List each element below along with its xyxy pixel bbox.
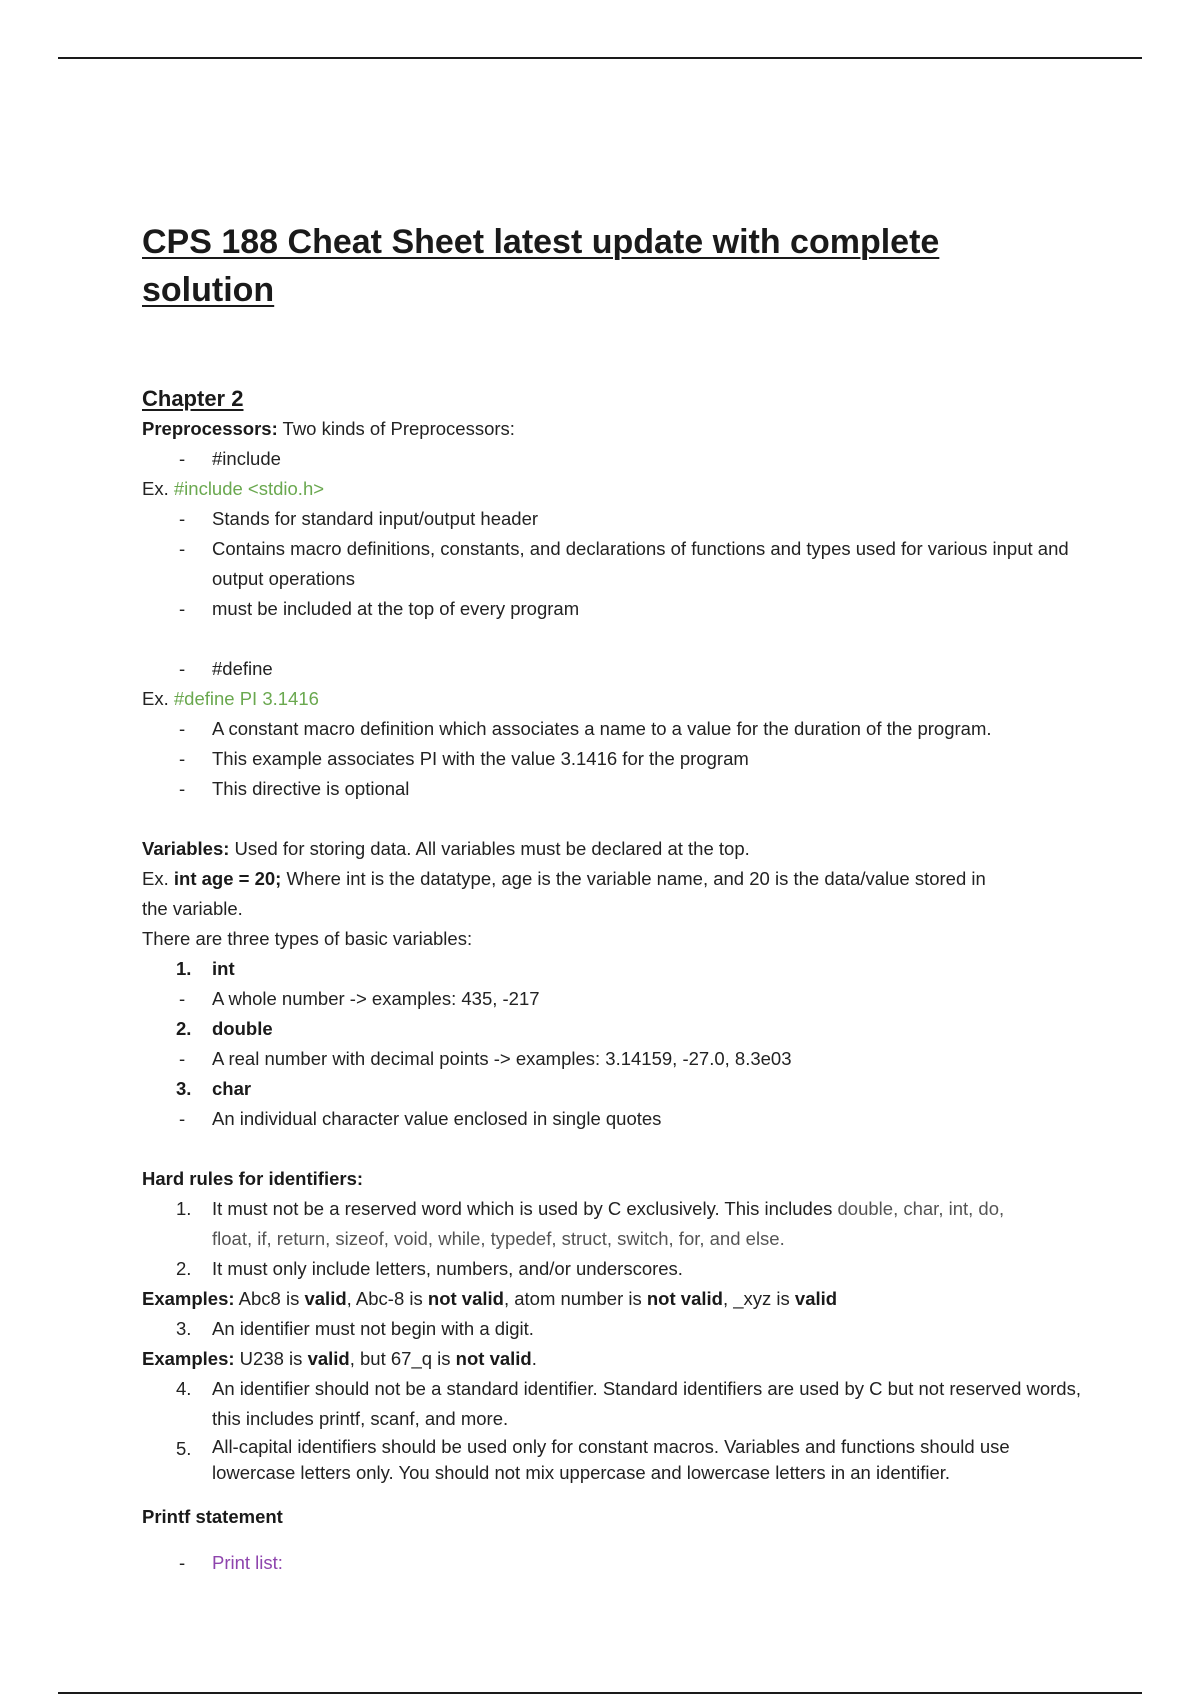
define-bullet-2: This example associates PI with the value 3.1416 for the program (212, 748, 749, 769)
variables-label: Variables: (142, 838, 230, 859)
dash-marker: - (179, 538, 186, 559)
dash-marker: - (179, 718, 186, 739)
dash-marker: - (179, 748, 186, 769)
variables-example (142, 864, 1082, 894)
variable-type-item (142, 1074, 1082, 1104)
rule-5-text: All-capital identifiers should be used only for constant macros. Variables and functions should use lowercase letters only. You should not mix uppercase and lowercase letters in an identifier. (212, 1436, 1010, 1483)
list-item (142, 714, 1082, 744)
list-item (142, 534, 1082, 594)
rule-number: 3. (176, 1318, 192, 1339)
rule-3-text: An identifier must not begin with a digit. (212, 1318, 534, 1339)
variables-example-text: Where int is the datatype, age is the variable name, and 20 is the data/value stored in (281, 868, 986, 889)
dash-marker: - (179, 1048, 186, 1069)
valid-label: valid (304, 1288, 347, 1309)
variable-type-item (142, 954, 1082, 984)
chapter-label: Chapter 2 (142, 386, 244, 411)
rule-number: 5. (176, 1438, 192, 1459)
define-item: #define (212, 658, 273, 679)
list-item (142, 1044, 1082, 1074)
not-valid-label: not valid (455, 1348, 532, 1369)
title-line-1: CPS 188 Cheat Sheet latest update with complete (142, 223, 940, 261)
list-item (142, 984, 1082, 1014)
variables-intro (142, 834, 1082, 864)
type-number: 2. (176, 1018, 192, 1039)
type-number: 3. (176, 1078, 192, 1099)
rule-2-text: It must only include letters, numbers, and/or underscores. (212, 1258, 683, 1279)
variables-example-text-2: the variable. (142, 898, 243, 919)
list-item (142, 654, 1082, 684)
bottom-rule (58, 1692, 1142, 1694)
preprocessors-label: Preprocessors: (142, 418, 278, 439)
dash-marker: - (179, 448, 186, 469)
variable-type-item (142, 1014, 1082, 1044)
dash-marker: - (179, 988, 186, 1009)
reserved-words-2: float, if, return, sizeof, void, while, typedef, struct, switch, for, and else. (212, 1228, 785, 1249)
valid-label: valid (794, 1288, 838, 1309)
include-example-code: #include <stdio.h> (173, 478, 325, 499)
valid-label: valid (307, 1348, 350, 1369)
dash-marker: - (179, 658, 186, 679)
document-page (142, 218, 1082, 1578)
type-name: char (212, 1078, 252, 1099)
variables-example-cont (142, 894, 1082, 924)
document-title (142, 218, 1082, 314)
list-item (142, 504, 1082, 534)
list-item (142, 1104, 1082, 1134)
identifier-rule (142, 1254, 1082, 1284)
identifiers-heading-text: Hard rules for identifiers: (142, 1168, 364, 1189)
type-name: int (212, 958, 235, 979)
list-item (142, 1548, 1082, 1578)
identifier-rule (142, 1434, 1082, 1486)
example-prefix: Ex. (142, 868, 174, 889)
example-text: . (531, 1348, 537, 1369)
examples-label: Examples: (142, 1348, 235, 1369)
not-valid-label: not valid (427, 1288, 504, 1309)
preprocessors-text: Two kinds of Preprocessors: (277, 418, 515, 439)
identifier-examples-1 (142, 1284, 1082, 1314)
examples-label: Examples: (142, 1288, 235, 1309)
rule-number: 4. (176, 1378, 192, 1399)
list-item (142, 774, 1082, 804)
not-valid-label: not valid (646, 1288, 723, 1309)
printf-heading-text: Printf statement (142, 1506, 283, 1527)
rule-text (212, 1194, 1082, 1254)
preprocessors-intro (142, 414, 1082, 444)
rule-number: 1. (176, 1198, 192, 1219)
example-text: Abc8 is (234, 1288, 305, 1309)
identifiers-heading (142, 1164, 1082, 1194)
example-prefix: Ex. (142, 688, 174, 709)
variable-types-intro (142, 924, 1082, 954)
type-name: double (212, 1018, 273, 1039)
type-description: An individual character value enclosed in single quotes (212, 1108, 662, 1129)
define-bullet-3: This directive is optional (212, 778, 410, 799)
include-example (142, 474, 1082, 504)
chapter-heading (142, 384, 1082, 414)
identifier-rule (142, 1194, 1082, 1254)
include-bullet-3: must be included at the top of every program (212, 598, 580, 619)
include-bullet-2: Contains macro definitions, constants, and declarations of functions and types used for various input and output operations (212, 538, 1069, 589)
type-description: A real number with decimal points -> examples: 3.14159, -27.0, 8.3e03 (212, 1048, 792, 1069)
dash-marker: - (179, 778, 186, 799)
example-text: U238 is (234, 1348, 308, 1369)
dash-marker: - (179, 508, 186, 529)
type-description: A whole number -> examples: 435, -217 (212, 988, 540, 1009)
top-rule (58, 57, 1142, 59)
define-bullet-1: A constant macro definition which associates a name to a value for the duration of the program. (212, 718, 992, 739)
reserved-words: double, char, int, do, (837, 1198, 1005, 1219)
example-prefix: Ex. (142, 478, 174, 499)
example-text: , _xyz is (722, 1288, 795, 1309)
print-list-label: Print list: (212, 1552, 283, 1573)
rule-1-text: It must not be a reserved word which is used by C exclusively. This includes (212, 1198, 838, 1219)
include-bullet-1: Stands for standard input/output header (212, 508, 539, 529)
list-item (142, 444, 1082, 474)
type-number: 1. (176, 958, 192, 979)
example-text: , atom number is (503, 1288, 647, 1309)
rule-number: 2. (176, 1258, 192, 1279)
dash-marker: - (179, 598, 186, 619)
example-text: , but 67_q is (349, 1348, 456, 1369)
printf-heading (142, 1502, 1082, 1532)
define-example (142, 684, 1082, 714)
variables-text: Used for storing data. All variables must be declared at the top. (229, 838, 750, 859)
list-item (142, 594, 1082, 624)
dash-marker: - (179, 1108, 186, 1129)
variable-types-intro-text: There are three types of basic variables: (142, 928, 473, 949)
variables-example-code: int age = 20; (173, 868, 282, 889)
define-example-code: #define PI 3.1416 (173, 688, 319, 709)
include-item: #include (212, 448, 281, 469)
dash-marker: - (179, 1552, 186, 1573)
rule-4-text: An identifier should not be a standard identifier. Standard identifiers are used by C but not reserved words, this includes printf, scanf, and more. (212, 1378, 1081, 1429)
identifier-rule (142, 1314, 1082, 1344)
list-item (142, 744, 1082, 774)
identifier-rule (142, 1374, 1082, 1434)
identifier-examples-2 (142, 1344, 1082, 1374)
title-line-2: solution (142, 271, 275, 309)
example-text: , Abc-8 is (346, 1288, 428, 1309)
